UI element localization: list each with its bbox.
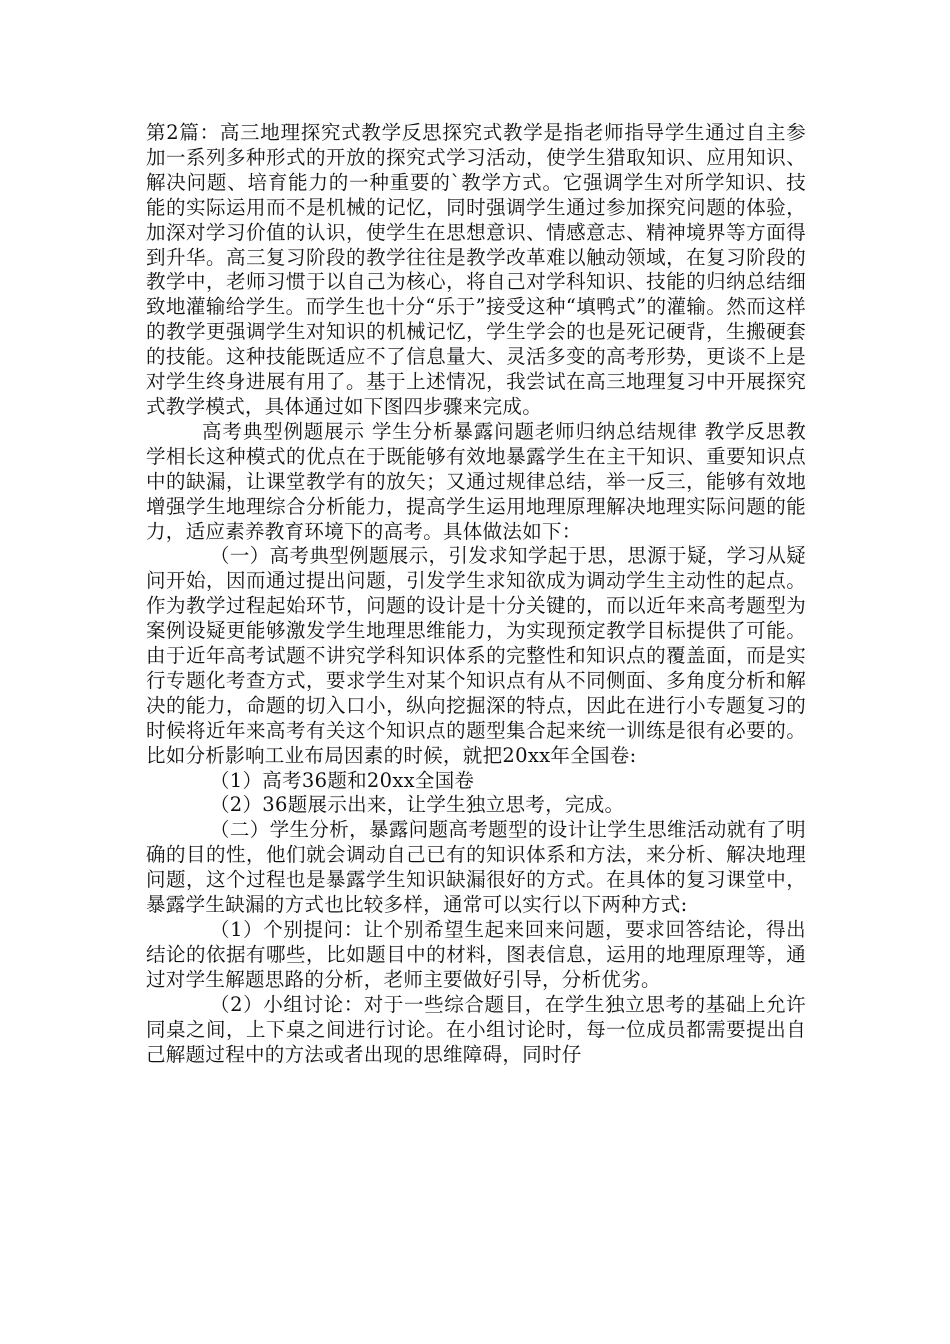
paragraph-group-discussion: （2）小组讨论：对于一些综合题目，在学生独立思考的基础上允许同桌之间，上下桌之间进行讨论。在小组讨论时，每一位成员都需要提出自己解题过程中的方法或者出现的思维障碍，同时仔 xyxy=(146,992,806,1066)
paragraph-item-2: （2）36题展示出来，让学生独立思考，完成。 xyxy=(210,793,625,817)
paragraph-intro: 第2篇：高三地理探究式教学反思探究式教学是指老师指导学生通过自主参加一系列多种形式的开放的探究式学习活动，使学生猎取知识、应用知识、解决问题、培育能力的一种重要的`教学方式。它强调学生对所学知识、技能的实际运用而不是机械的记忆，同时强调学生通过参加探究问题的体验，加深对学习价值的认识，使学生在思想意识、情感意志、精神境界等方面得到升华。高三复习阶段的教学往往是教学改革难以触动领域，在复习阶段的教学中，老师习惯于以自己为核心，将自己对学科知识、技能的归纳总结细致地灌输给学生。而学生也十分“乐于”接受这种“填鸭式”的灌输。然而这样的教学更强调学生对知识的机械记忆，学生学会的也是死记硬背，生搬硬套的技能。这种技能既适应不了信息量大、灵活多变的高考形势，更谈不上是对学生终身进展有用了。基于上述情况，我尝试在高三地理复习中开展探究式教学模式，具体通过如下图四步骤来完成。 xyxy=(146,121,806,418)
paragraph-individual-question: （1）个别提问：让个别希望生起来回来问题，要求回答结论，得出结论的依据有哪些，比如题目中的材料，图表信息，运用的地理原理等，通过对学生解题思路的分析，老师主要做好引导，分析优劣。 xyxy=(146,918,806,991)
paragraph-model: 高考典型例题展示 学生分析暴露问题老师归纳总结规律 教学反思教学相长这种模式的优点在于既能够有效地暴露学生在主干知识、重要知识点中的缺漏，让课堂教学有的放矢；又通过规律总结，举一反三，能够有效地增强学生地理综合分析能力，提高学生运用地理原理解决地理实际问题的能力，适应素养教育环境下的高考。具体做法如下： xyxy=(146,419,806,543)
paragraph-step-one: （一）高考典型例题展示，引发求知学起于思，思源于疑，学习从疑问开始，因而通过提出问题，引发学生求知欲成为调动学生主动性的起点。作为教学过程起始环节，问题的设计是十分关键的，而以近年来高考题型为案例设疑更能够激发学生地理思维能力，为实现预定教学目标提供了可能。由于近年高考试题不讲究学科知识体系的完整性和知识点的覆盖面，而是实行专题化考查方式，要求学生对某个知识点有从不同侧面、多角度分析和解决的能力，命题的切入口小，纵向挖掘深的特点，因此在进行小专题复习的时候将近年来高考有关这个知识点的题型集合起来统一训练是很有必要的。比如分析影响工业布局因素的时候，就把20xx年全国卷: xyxy=(146,544,806,767)
paragraph-step-two: （二）学生分析，暴露问题高考题型的设计让学生思维活动就有了明确的目的性，他们就会调动自己已有的知识体系和方法，来分析、解决地理问题，这个过程也是暴露学生知识缺漏很好的方式。在具体的复习课堂中，暴露学生缺漏的方式也比较多样，通常可以实行以下两种方式: xyxy=(146,818,806,917)
paragraph-item-1: （1）高考36题和20xx全国卷 xyxy=(210,768,475,792)
document-body xyxy=(146,121,806,1067)
